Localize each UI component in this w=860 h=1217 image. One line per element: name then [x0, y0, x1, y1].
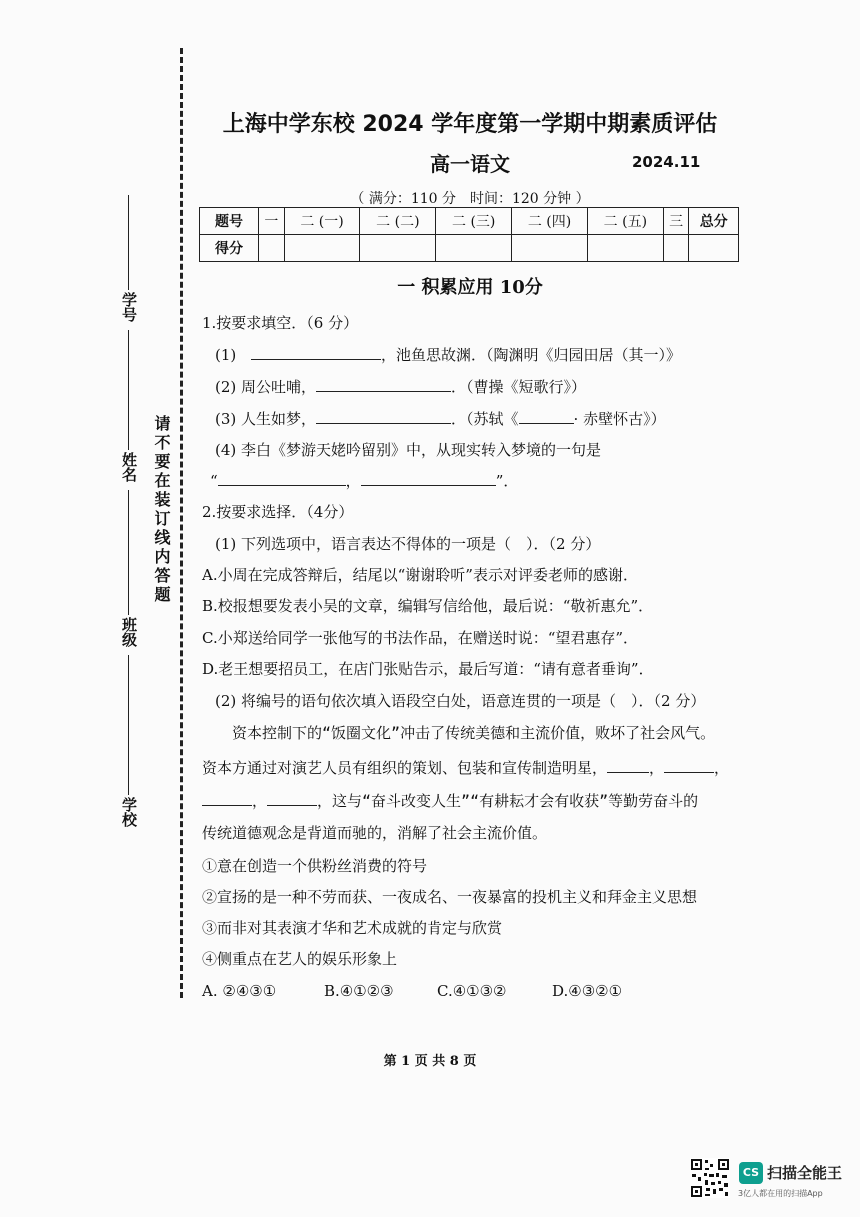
score-input-cell[interactable]: [436, 235, 512, 262]
comma: ，: [345, 472, 361, 490]
q2-option-d: D.老王想要招员工，在店门张贴告示，最后写道：“请有意者垂询”．: [202, 660, 654, 678]
answer-blank[interactable]: [251, 345, 381, 360]
page-number: 第 1 页 共 8 页: [383, 1054, 477, 1069]
q1-item-2-source: ．（曹操《短歌行》）: [451, 378, 587, 396]
q1-item-4: (4) 李白《梦游天姥吟留别》中，从现实转入梦境的一句是: [215, 441, 602, 459]
q2-option-c: C.小郑送给同学一张他写的书法作品，在赠送时说：“望君惠存”．: [202, 629, 639, 647]
answer-blank[interactable]: [218, 471, 346, 486]
answer-blank[interactable]: [664, 758, 714, 773]
sentence-option-4: ④侧重点在艺人的娱乐形象上: [202, 950, 398, 968]
score-input-cell[interactable]: [360, 235, 436, 262]
scanner-logo-icon: CS: [739, 1162, 763, 1184]
score-cell: 三: [663, 208, 689, 235]
answer-blank[interactable]: [607, 758, 649, 773]
scanner-tagline: 3亿人都在用的扫描App: [738, 1189, 823, 1198]
score-input-cell[interactable]: [689, 235, 739, 262]
passage-line-4: 传统道德观念是背道而驰的，消解了社会主流价值。: [202, 824, 548, 842]
answer-blank[interactable]: [316, 377, 451, 392]
q2-sub-1: (1) 下列选项中，语言表达不得体的一项是（ ）．（2 分）: [215, 535, 601, 553]
answer-blank[interactable]: [202, 791, 252, 806]
q2-option-a: A.小周在完成答辩后，结尾以“谢谢聆听”表示对评委老师的感谢．: [202, 566, 638, 584]
score-input-cell[interactable]: [587, 235, 663, 262]
q1-item-3-source-tail: · 赤壁怀古》）: [573, 410, 666, 428]
class-blank: [128, 490, 129, 615]
score-table: [199, 207, 739, 262]
q1-stem: 1.按要求填空．（6 分）: [202, 314, 359, 332]
score-cell: 二 (三): [436, 208, 512, 235]
name-label: 姓名: [120, 452, 138, 482]
passage-text: 资本方通过对演艺人员有组织的策划、包装和宣传制造明星，: [202, 759, 608, 777]
score-cell: 二 (四): [512, 208, 588, 235]
q2-stem: 2.按要求选择．（4分）: [202, 503, 354, 521]
q1-item-1: [215, 344, 681, 365]
q2-option-b: B.校报想要发表小吴的文章，编辑写信给他，最后说：“敬祈惠允”．: [202, 597, 654, 615]
score-input-cell[interactable]: [259, 235, 285, 262]
q2-choice-a: A. ②④③①: [202, 982, 277, 1000]
answer-blank[interactable]: [267, 791, 317, 806]
binding-notice: 请不要在装订线内答题: [152, 415, 171, 605]
score-input-cell[interactable]: [284, 235, 360, 262]
score-table-score-row: [200, 235, 739, 262]
q1-item-3-text: (3) 人生如梦，: [215, 410, 317, 428]
section-1-title: 一 积累应用 10分: [397, 277, 543, 298]
q2-choice-b: B.④①②③: [324, 982, 394, 1000]
exam-title: 上海中学东校 2024 学年度第一学期中期素质评估: [222, 112, 718, 137]
close-quote: ”．: [495, 472, 519, 490]
answer-blank[interactable]: [519, 409, 574, 424]
q1-item-1-number: (1): [215, 346, 237, 364]
score-cell: 一: [259, 208, 285, 235]
score-cell: 二 (五): [587, 208, 663, 235]
student-no-label: 学号: [120, 292, 138, 322]
score-cell: 得分: [200, 235, 259, 262]
q1-item-4-answer: [210, 470, 518, 491]
open-quote: “: [210, 472, 218, 490]
scanner-brand: 扫描全能王: [767, 1164, 843, 1182]
exam-meta: （ 满分：110 分 时间：120 分钟 ）: [350, 191, 590, 207]
score-cell: 总分: [689, 208, 739, 235]
score-table-header-row: [200, 208, 739, 235]
answer-blank[interactable]: [316, 409, 451, 424]
q1-item-2-text: (2) 周公吐哺，: [215, 378, 317, 396]
school-label: 学校: [120, 797, 138, 827]
q2-sub-2: (2) 将编号的语句依次填入语段空白处，语意连贯的一项是（ ）．（2 分）: [215, 692, 706, 710]
score-cell: 题号: [200, 208, 259, 235]
sentence-option-2: ②宣扬的是一种不劳而获、一夜成名、一夜暴富的投机主义和拜金主义思想: [202, 888, 698, 906]
passage-line-3: ， ，这与“奋斗改变人生”“有耕耘才会有收获”等勤劳奋斗的: [202, 790, 742, 811]
passage-line-1: 资本控制下的“饭圈文化”冲击了传统美德和主流价值，败坏了社会风气。: [232, 724, 716, 742]
subject-title: 高一语文: [430, 152, 510, 176]
q1-item-1-text: ，池鱼思故渊．（陶渊明《归园田居（其一）》: [381, 346, 682, 364]
exam-date: 2024.11: [632, 153, 701, 171]
qr-code-icon: [690, 1158, 730, 1198]
answer-blank[interactable]: [361, 471, 496, 486]
passage-text: ，这与“奋斗改变人生”“有耕耘才会有收获”等勤劳奋斗的: [317, 792, 699, 810]
q2-choice-d: D.④③②①: [552, 982, 623, 1000]
passage-line-2: 资本方通过对演艺人员有组织的策划、包装和宣传制造明星， ， ，: [202, 759, 730, 777]
score-cell: 二 (一): [284, 208, 360, 235]
school-blank: [128, 655, 129, 795]
score-cell: 二 (二): [360, 208, 436, 235]
score-input-cell[interactable]: [512, 235, 588, 262]
q1-item-3: [215, 408, 666, 429]
sentence-option-1: ①意在创造一个供粉丝消费的符号: [202, 857, 428, 875]
sentence-option-3: ③而非对其表演才华和艺术成就的肯定与欣赏: [202, 919, 503, 937]
student-no-blank: [128, 195, 129, 290]
binding-dashed-line: [180, 48, 183, 998]
class-label: 班级: [120, 617, 138, 647]
score-input-cell[interactable]: [663, 235, 689, 262]
q1-item-3-source: ．（苏轼《: [451, 410, 519, 428]
q1-item-2: [215, 376, 586, 397]
q2-choice-c: C.④①③②: [437, 982, 507, 1000]
name-blank: [128, 330, 129, 450]
